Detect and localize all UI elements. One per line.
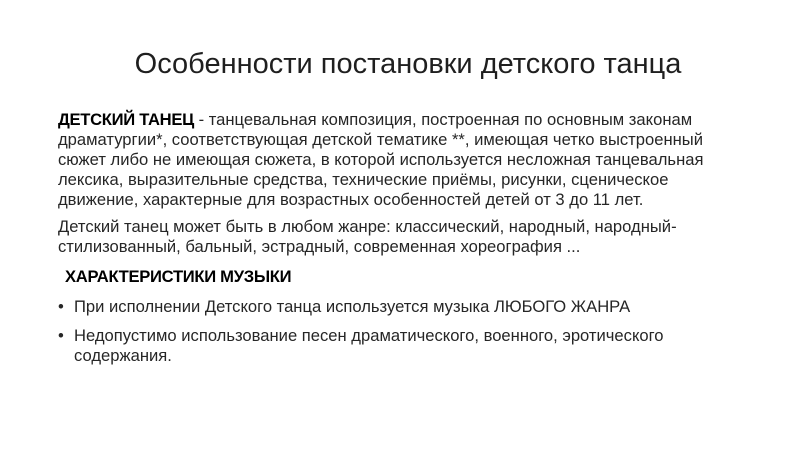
bullet-item (58, 326, 748, 366)
music-heading: ХАРАКТЕРИСТИКИ МУЗЫКИ (65, 267, 292, 286)
slide-title: Особенности постановки детского танца (134, 48, 682, 80)
bullet-text: При исполнении Детского танца используется музыка ЛЮБОГО ЖАНРА (74, 297, 631, 316)
slide-content (58, 110, 748, 375)
definition-text: - танцевальная композиция, построенная по основным законам драматургии*, соответствующая детской тематике **, имеющая четко выстроенный сюжет либо не имеющая сюжета, в которой используется несложная танцевальная лексика, выразительные средства, технические приёмы, рисунки, сценическое движение, характерные для возрастных особенностей детей от 3 до 11 лет. (58, 110, 704, 209)
bullet-icon: • (58, 326, 64, 345)
definition-term: ДЕТСКИЙ ТАНЕЦ (58, 110, 194, 129)
genres-paragraph: Детский танец может быть в любом жанре: классический, народный, народный-стилизованный, бальный, эстрадный, современная хореография ... (58, 217, 677, 256)
bullet-text: Недопустимо использование песен драматического, военного, эротического содержания. (74, 326, 664, 365)
bullet-item (58, 297, 748, 317)
music-bullet-list (58, 297, 748, 366)
definition-paragraph (58, 110, 748, 210)
bullet-icon: • (58, 297, 64, 316)
